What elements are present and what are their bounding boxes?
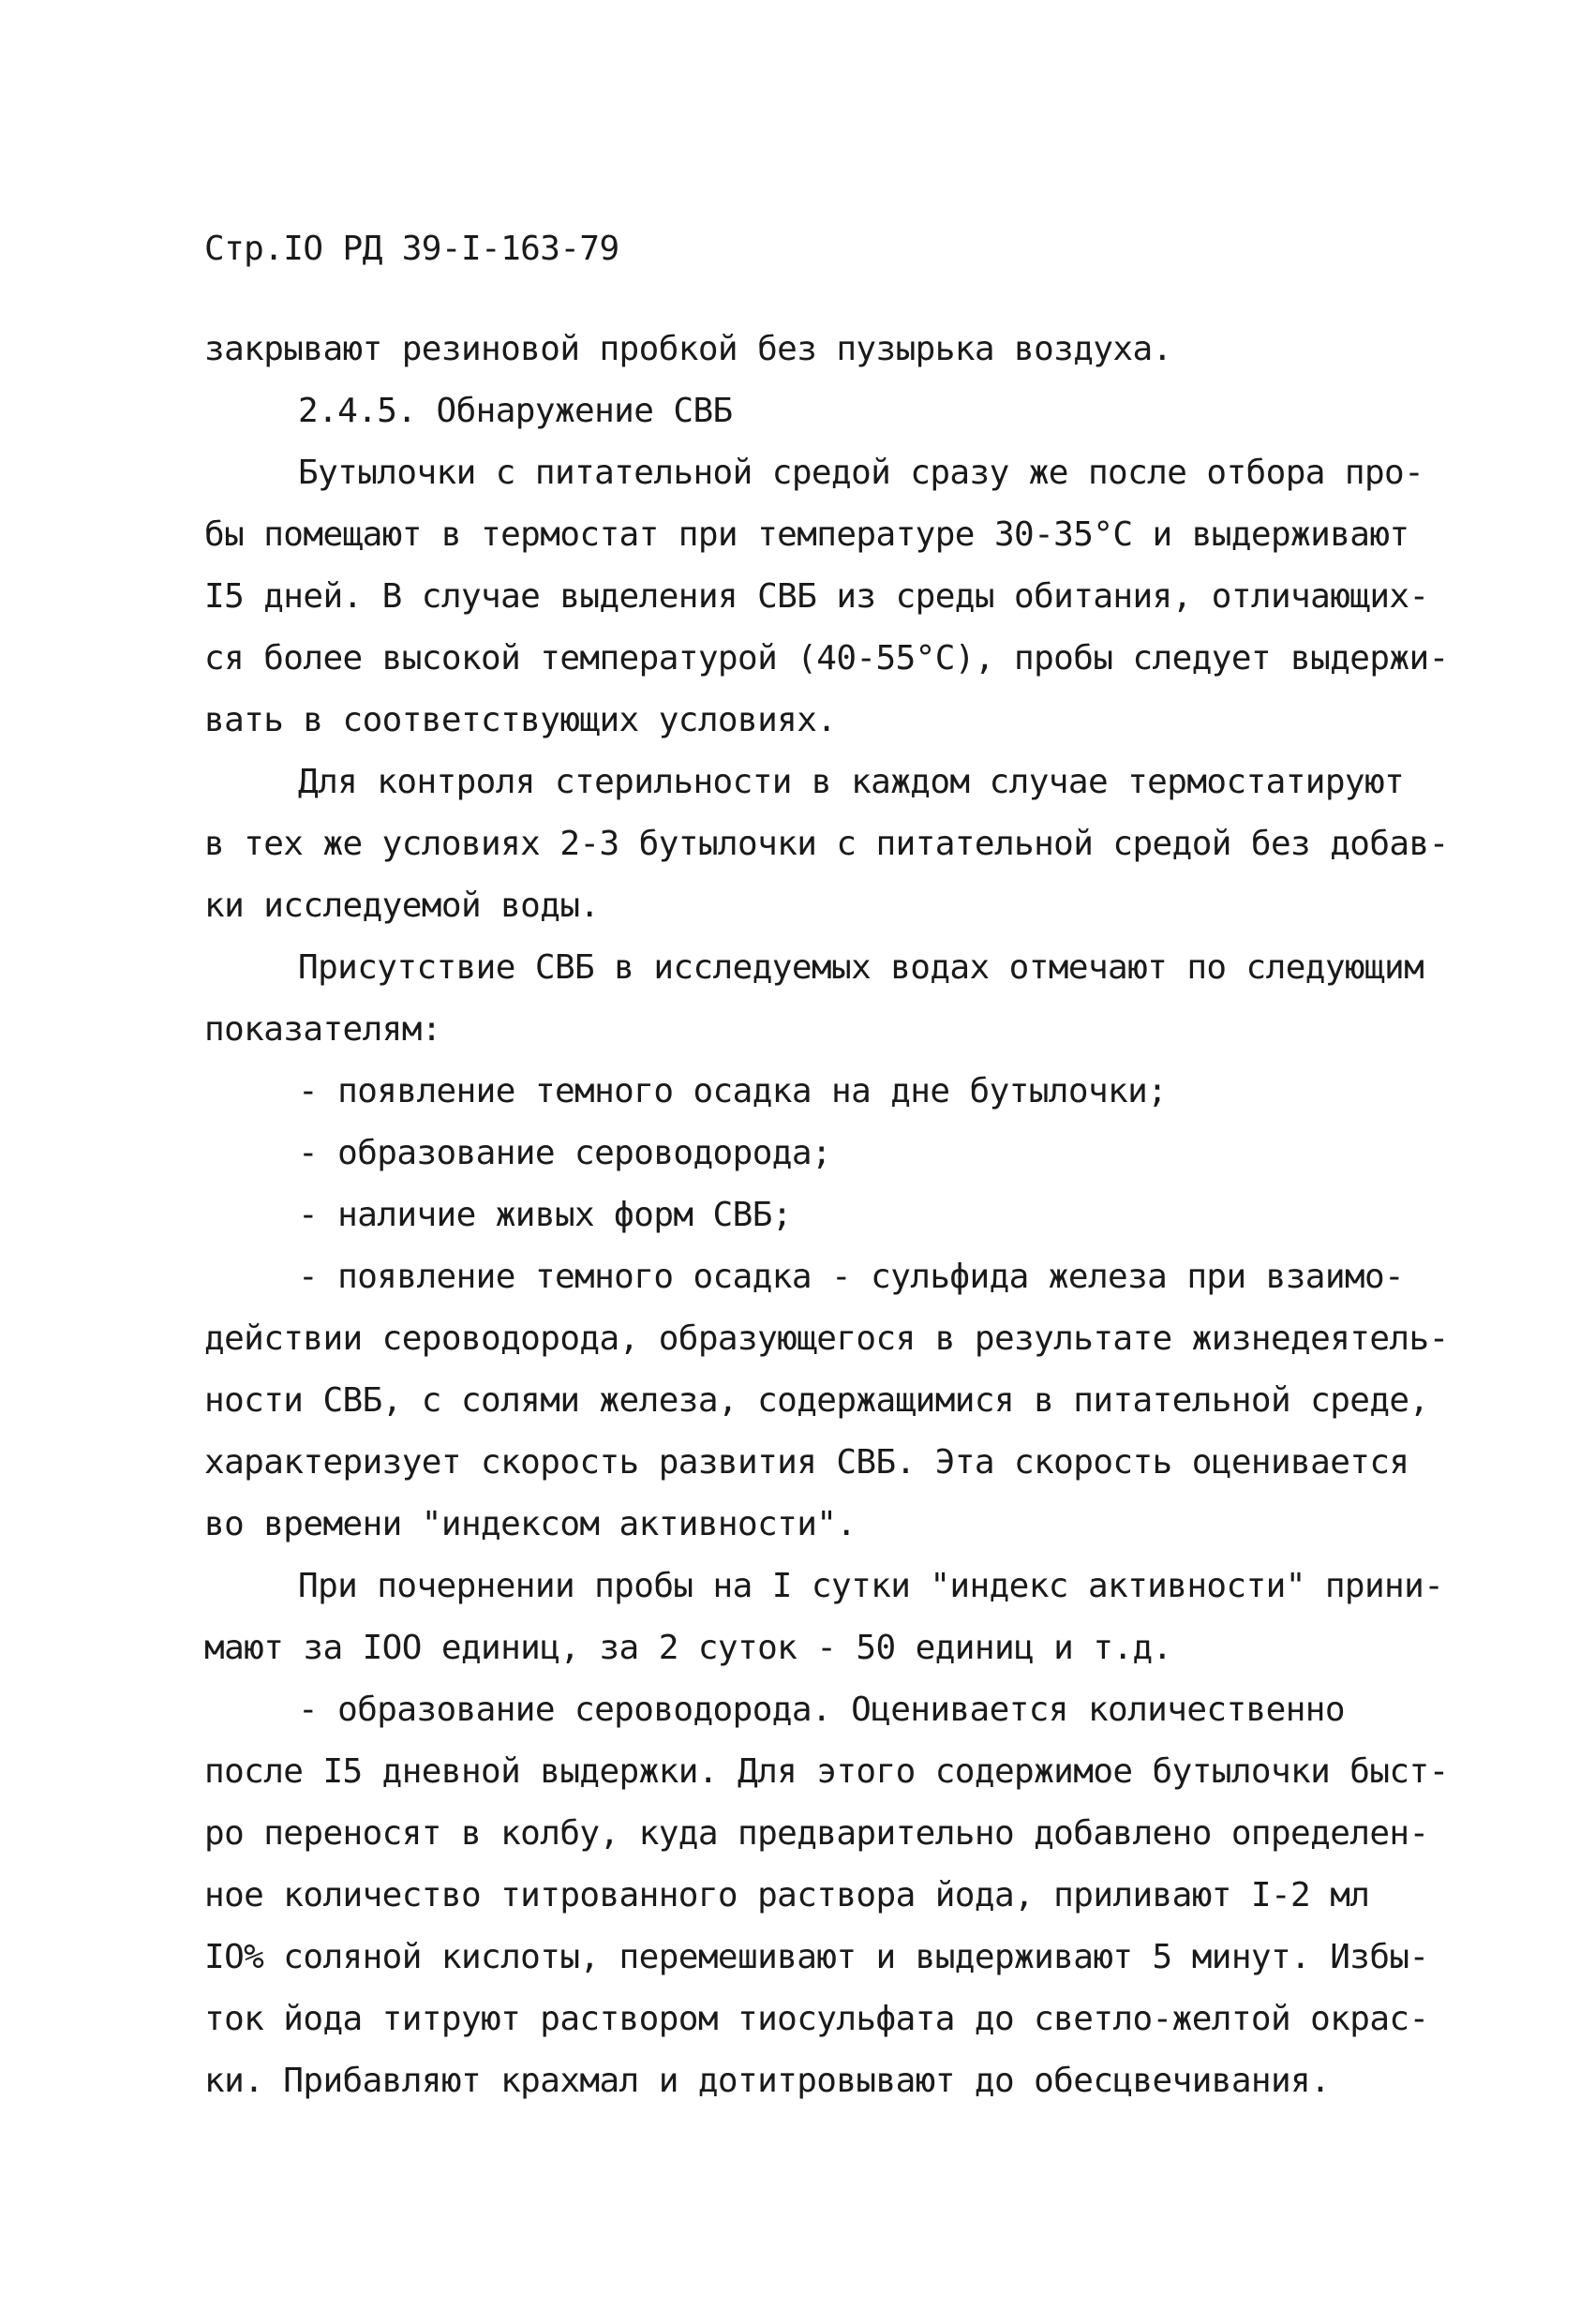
text-line: ся более высокой температурой (40-55°С), пробы следует выдержи-: [204, 639, 1449, 678]
list-item: - появление темного осадка - сульфида железа при взаимо-: [298, 1258, 1405, 1296]
list-item: - образование сероводорода;: [298, 1134, 831, 1172]
text-line: I5 дней. В случае выделения СВБ из среды обитания, отличающих-: [204, 577, 1429, 616]
text-line: Бутылочки с питательной средой сразу же после отбора про-: [298, 454, 1424, 492]
text-line: ки исследуемой воды.: [204, 886, 600, 925]
body-text: [204, 319, 1449, 2112]
text-line: Для контроля стерильности в каждом случае термостатируют: [298, 763, 1405, 801]
text-line: IO% соляной кислоты, перемешивают и выдерживают 5 минут. Избы-: [204, 1938, 1429, 1976]
text-line: мают за IOO единиц, за 2 суток - 50 единиц и т.д.: [204, 1629, 1172, 1667]
list-item: - наличие живых форм СВБ;: [298, 1196, 792, 1234]
list-item: - появление темного осадка на дне бутылочки;: [298, 1072, 1168, 1110]
text-line: бы помещают в термостат при температуре 30-35°С и выдерживают: [204, 515, 1409, 554]
text-line: ток йода титруют раствором тиосульфата до светло-желтой окрас-: [204, 2000, 1429, 2038]
text-line: в тех же условиях 2-3 бутылочки с питательной средой без добав-: [204, 825, 1449, 863]
text-line: ро переносят в колбу, куда предварительно добавлено определен-: [204, 1814, 1429, 1853]
page-header: Стр.IO РД 39-I-163-79: [204, 230, 619, 268]
text-line: во времени "индексом активности".: [204, 1505, 857, 1543]
text-line: вать в соответствующих условиях.: [204, 701, 837, 739]
list-item: - образование сероводорода. Оценивается количественно: [298, 1691, 1345, 1729]
text-line: ное количество титрованного раствора йода, приливают I-2 мл: [204, 1876, 1370, 1914]
section-heading: 2.4.5. Обнаружение СВБ: [298, 392, 733, 430]
text-line: после I5 дневной выдержки. Для этого содержимое бутылочки быст-: [204, 1752, 1449, 1791]
text-line: ки. Прибавляют крахмал и дотитровывают до обесцвечивания.: [204, 2062, 1331, 2100]
text-line: Присутствие СВБ в исследуемых водах отмечают по следующим: [298, 948, 1424, 987]
text-line: закрывают резиновой пробкой без пузырька воздуха.: [204, 330, 1172, 368]
text-line: характеризует скорость развития СВБ. Эта скорость оценивается: [204, 1443, 1409, 1482]
text-line: действии сероводорода, образующегося в результате жизнедеятель-: [204, 1319, 1449, 1358]
text-line: При почернении пробы на I сутки "индекс активности" прини-: [298, 1567, 1444, 1605]
text-line: ности СВБ, с солями железа, содержащимися в питательной среде,: [204, 1381, 1429, 1420]
text-line: показателям:: [204, 1010, 441, 1049]
